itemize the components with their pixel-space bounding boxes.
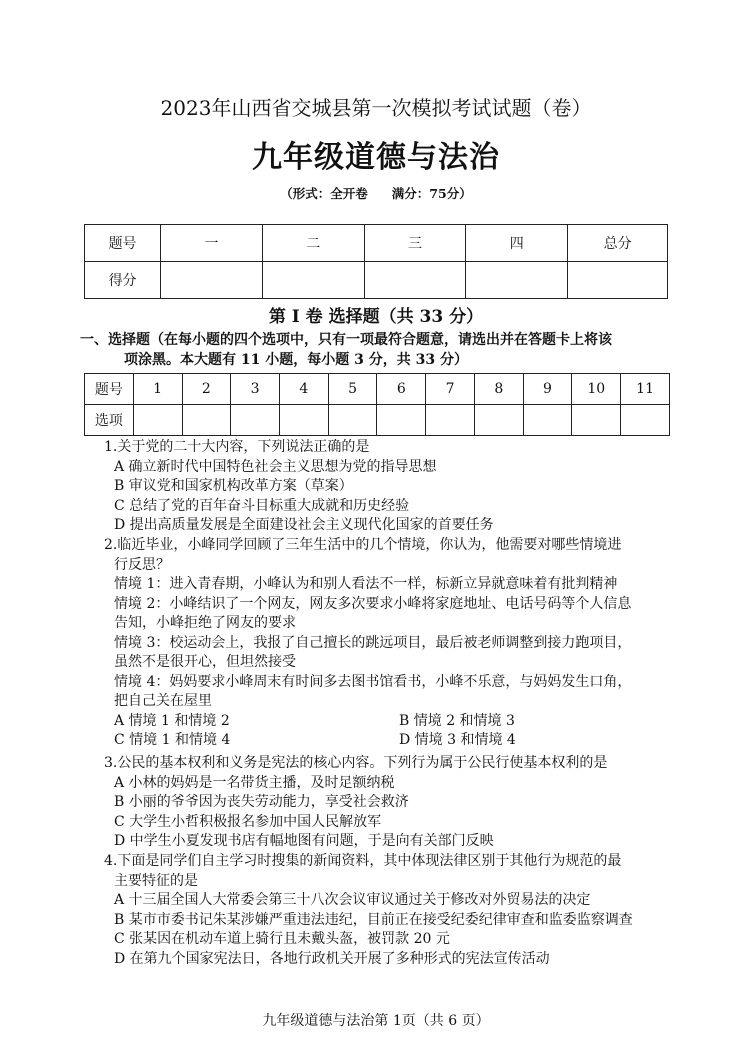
- score-cell: [364, 262, 466, 299]
- exam-form-line: [0, 184, 752, 202]
- score-row-label: 得分: [85, 262, 161, 299]
- answer-cell: [426, 405, 475, 436]
- answer-row-label: 选项: [85, 405, 134, 436]
- score-header-cell: 三: [364, 225, 466, 262]
- score-header-cell: 二: [262, 225, 364, 262]
- question-2: [104, 536, 684, 751]
- option-a: A 情境 1 和情境 2: [114, 712, 230, 729]
- scenario-3-cont: 虽然不是很开心，但坦然接受: [114, 654, 296, 670]
- score-header-cell: 一: [161, 225, 263, 262]
- question-3: [104, 754, 684, 852]
- option-d: D 中学生小夏发现书店有幅地图有问题，于是向有关部门反映: [114, 833, 494, 849]
- question-4: [104, 852, 684, 969]
- answer-header-cell: 1: [133, 374, 182, 405]
- option-a: A 确立新时代中国特色社会主义思想为党的指导思想: [114, 458, 437, 475]
- question-stem: 1.关于党的二十大内容，下列说法正确的是: [104, 439, 370, 455]
- answer-cell: [133, 405, 182, 436]
- question-stem-cont: 行反思？: [114, 556, 170, 573]
- option-b: B 审议党和国家机构改革方案（草案）: [114, 478, 353, 494]
- answer-header-cell: 11: [621, 374, 670, 405]
- score-header-cell: 题号: [85, 225, 161, 262]
- answer-header-cell: 7: [426, 374, 475, 405]
- answer-table: [84, 373, 670, 436]
- scenario-2: 情境 2：小峰结识了一个网友，网友多次要求小峰将家庭地址、电话号码等个人信息: [114, 595, 632, 612]
- option-c: C 大学生小哲积极报名参加中国人民解放军: [114, 813, 382, 830]
- answer-header-cell: 5: [328, 374, 377, 405]
- score-cell: [466, 262, 568, 299]
- question-stem: 4.下面是同学们自主学习时搜集的新闻资料，其中体现法律区别于其他行为规范的最: [104, 853, 622, 869]
- scenario-3: 情境 3：校运动会上，我报了自己擅长的跳远项目，最后被老师调整到接力跑项目，: [114, 634, 632, 651]
- answer-header-cell: 10: [572, 374, 621, 405]
- option-b: B 情境 2 和情境 3: [399, 712, 515, 729]
- score-header-cell: 四: [466, 225, 568, 262]
- scenario-2-cont: 告知，小峰拒绝了网友的要求: [114, 615, 296, 631]
- answer-cell: [231, 405, 280, 436]
- answer-cell: [377, 405, 426, 436]
- score-cell: [568, 262, 668, 299]
- score-table-header-row: [85, 225, 668, 262]
- answer-header-cell: 9: [523, 374, 572, 405]
- option-b: B 小丽的爷爷因为丧失劳动能力，享受社会救济: [114, 794, 409, 810]
- answer-cell: [182, 405, 231, 436]
- option-d: D 提出高质量发展是全面建设社会主义现代化国家的首要任务: [114, 517, 494, 533]
- instruction-line-1: 一、选择题（在每小题的四个选项中，只有一项最符合题意，请选出并在答题卡上将该: [80, 332, 612, 348]
- answer-cell: [621, 405, 670, 436]
- score-table: [84, 224, 668, 299]
- question-1: [104, 438, 684, 536]
- options-row-2: [104, 731, 684, 751]
- answer-cell: [523, 405, 572, 436]
- option-c: C 情境 1 和情境 4: [114, 732, 231, 748]
- answer-header-cell: 6: [377, 374, 426, 405]
- answer-cell: [328, 405, 377, 436]
- full-score: 满分：75分）: [391, 186, 472, 201]
- option-c: C 总结了党的百年奋斗目标重大成就和历史经验: [114, 497, 410, 514]
- option-a: A 十三届全国人大常委会第三十八次会议审议通过关于修改对外贸易法的决定: [114, 892, 591, 908]
- answer-cell: [572, 405, 621, 436]
- exam-title: 2023年山西省交城县第一次模拟考试试题（卷）: [160, 96, 592, 120]
- question-stem: 2.临近毕业，小峰同学回顾了三年生活中的几个情境，你认为，他需要对哪些情境进: [104, 537, 622, 553]
- page-footer: 九年级道德与法治第 1页（共 6 页）: [262, 1013, 490, 1029]
- option-b: B 某市市委书记朱某涉嫌严重违法违纪，目前正在接受纪委纪律审查和监委监察调查: [114, 911, 633, 928]
- answer-header-cell: 题号: [85, 374, 134, 405]
- scenario-4: 情境 4：妈妈要求小峰周末有时间多去图书馆看书，小峰不乐意，与妈妈发生口角，: [114, 673, 632, 690]
- section-title: 第 I 卷 选择题（共 33 分）: [268, 307, 484, 327]
- option-c: C 张某因在机动车道上骑行且未戴头盔，被罚款 20 元: [114, 931, 450, 947]
- answer-header-cell: 4: [279, 374, 328, 405]
- option-d: D 情境 3 和情境 4: [399, 732, 516, 748]
- option-a: A 小林的妈妈是一名带货主播，及时足额纳税: [114, 774, 395, 791]
- question-stem: 3.公民的基本权利和义务是宪法的核心内容。下列行为属于公民行使基本权利的是: [104, 755, 608, 771]
- answer-header-cell: 2: [182, 374, 231, 405]
- answer-cell: [474, 405, 523, 436]
- score-cell: [262, 262, 364, 299]
- answer-header-cell: 3: [231, 374, 280, 405]
- score-header-cell: 总分: [568, 225, 668, 262]
- option-d: D 在第九个国家宪法日，各地行政机关开展了多种形式的宪法宣传活动: [114, 950, 550, 967]
- score-cell: [161, 262, 263, 299]
- subject-title: 九年级道德与法治: [252, 140, 500, 175]
- answer-table-choice-row: [85, 405, 670, 436]
- answer-table-header-row: [85, 374, 670, 405]
- scenario-4-cont: 把自己关在屋里: [114, 693, 212, 709]
- score-table-score-row: [85, 262, 668, 299]
- instruction-line-2: 项涂黑。本大题有 11 小题，每小题 3 分，共 33 分）: [124, 352, 468, 368]
- section-instruction: [80, 330, 684, 370]
- scenario-1: 情境 1：进入青春期，小峰认为和别人看法不一样，标新立异就意味着有批判精神: [114, 576, 618, 592]
- answer-header-cell: 8: [474, 374, 523, 405]
- question-stem-cont: 主要特征的是: [114, 872, 198, 889]
- options-row-1: [104, 712, 684, 732]
- exam-form: （形式：全开卷: [280, 186, 368, 201]
- answer-cell: [279, 405, 328, 436]
